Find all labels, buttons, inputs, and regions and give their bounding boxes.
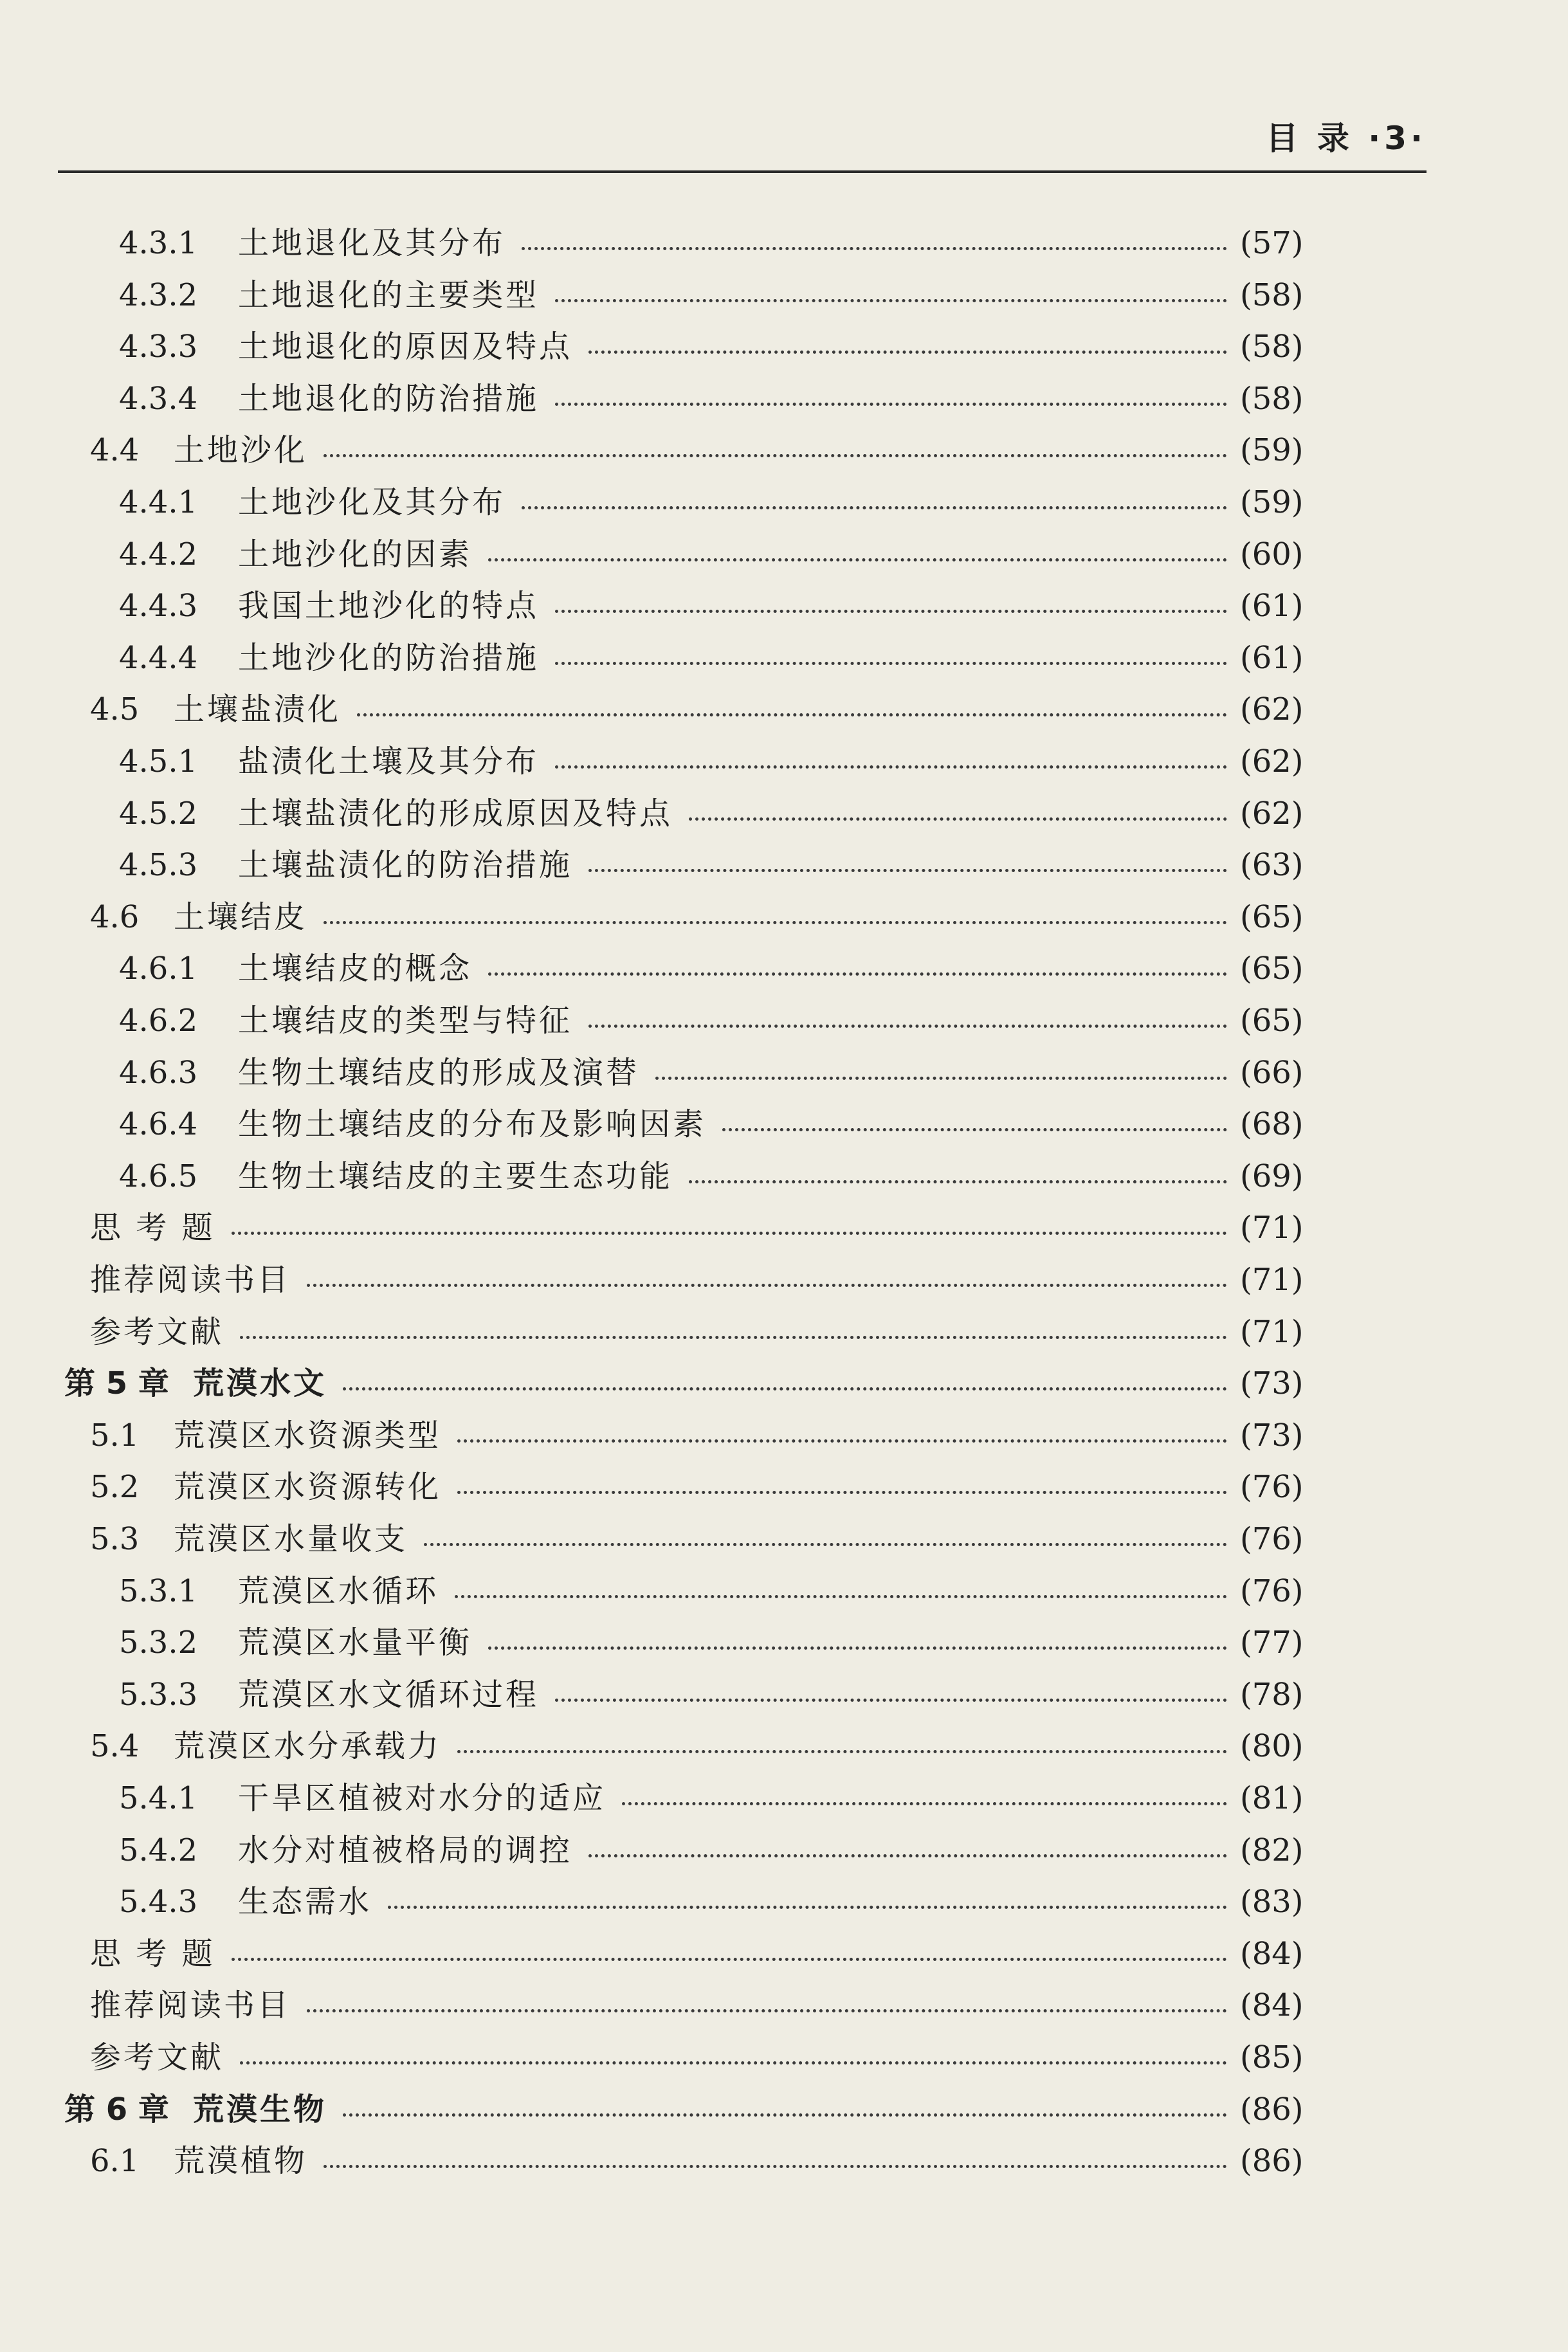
toc-entry-page: (86)	[1240, 2092, 1304, 2128]
toc-entry-page: (73)	[1240, 1365, 1304, 1401]
toc-entry-title: 土地退化及其分布	[238, 225, 506, 261]
toc-entry-page: (59)	[1240, 432, 1304, 468]
toc-entry-number: 4.3.3	[119, 329, 198, 365]
toc-entry	[0, 1720, 1568, 1772]
toc-entry	[0, 2135, 1568, 2187]
toc-entry-number: 4.3.4	[119, 381, 198, 417]
toc-entry	[0, 788, 1568, 839]
toc-entry-title: 我国土地沙化的特点	[238, 588, 540, 624]
toc-entry-title: 生态需水	[238, 1884, 372, 1920]
toc-entry-title: 生物土壤结皮的分布及影响因素	[238, 1106, 707, 1142]
toc-entry-title: 生物土壤结皮的形成及演替	[238, 1055, 640, 1091]
toc-entry-number: 5.4.2	[119, 1832, 198, 1868]
toc-entry-title: 思 考 题	[90, 1936, 215, 1972]
page-header	[58, 0, 1427, 173]
toc-entry-number: 5.3.1	[119, 1573, 198, 1609]
toc-entry-number: 第 5 章	[64, 1365, 169, 1401]
toc-entry-page: (71)	[1240, 1262, 1304, 1298]
toc-entry-number: 4.5.2	[119, 796, 198, 832]
toc-entry-number: 6.1	[90, 2143, 140, 2179]
toc-entry	[0, 2084, 1568, 2135]
toc-entry-number: 4.4.1	[119, 484, 198, 520]
toc-leader-dots	[240, 1306, 1227, 1339]
toc-leader-dots	[424, 1513, 1227, 1546]
toc-entry	[0, 736, 1568, 787]
toc-entry-number: 4.6.1	[119, 951, 198, 987]
toc-entry-title: 土壤盐渍化的防治措施	[238, 847, 573, 883]
toc-entry	[0, 1202, 1568, 1253]
toc-entry-page: (61)	[1240, 588, 1304, 624]
toc-entry	[0, 1825, 1568, 1876]
toc-leader-dots	[522, 217, 1227, 250]
toc-entry-title: 荒漠区水量收支	[174, 1521, 408, 1557]
toc-entry-page: (58)	[1240, 381, 1304, 417]
toc-leader-dots	[588, 321, 1227, 354]
toc-entry-title: 土壤盐渍化	[174, 691, 342, 727]
toc-entry-page: (59)	[1240, 484, 1304, 520]
toc-entry	[0, 1773, 1568, 1824]
toc-entry-title: 土壤盐渍化的形成原因及特点	[238, 796, 673, 832]
header-title: 目 录 ·3·	[1266, 120, 1427, 157]
toc-entry-number: 5.3	[90, 1521, 140, 1557]
toc-entry-page: (81)	[1240, 1780, 1304, 1816]
toc-entry-title: 土地沙化	[174, 432, 308, 468]
toc-entry-page: (65)	[1240, 899, 1304, 935]
toc-entry-page: (58)	[1240, 277, 1304, 313]
toc-leader-dots	[555, 736, 1227, 769]
toc-entry	[0, 1254, 1568, 1306]
toc-entry	[0, 1669, 1568, 1720]
toc-leader-dots	[689, 1151, 1227, 1183]
toc-entry-number: 4.6.3	[119, 1055, 198, 1091]
toc-entry-number: 4.6	[90, 899, 140, 935]
toc-leader-dots	[388, 1876, 1227, 1909]
toc-entry-title: 盐渍化土壤及其分布	[238, 743, 540, 779]
toc-leader-dots	[588, 839, 1227, 872]
toc-entry-page: (85)	[1240, 2039, 1304, 2075]
toc-entry-page: (82)	[1240, 1832, 1304, 1868]
toc-entry-title: 荒漠植物	[174, 2143, 308, 2179]
toc-entry	[0, 269, 1568, 321]
toc-entry-number: 4.5.1	[119, 743, 198, 779]
toc-leader-dots	[357, 684, 1227, 716]
toc-leader-dots	[457, 1720, 1227, 1753]
toc-entry-number: 5.4	[90, 1728, 140, 1764]
toc-entry-page: (63)	[1240, 847, 1304, 883]
toc-entry	[0, 1565, 1568, 1617]
toc-leader-dots	[232, 1928, 1227, 1961]
toc-leader-dots	[488, 943, 1227, 976]
toc-entry-title: 土地退化的主要类型	[238, 277, 540, 313]
toc-entry-title: 荒漠水文	[193, 1365, 327, 1401]
toc-entry	[0, 1047, 1568, 1099]
toc-leader-dots	[555, 269, 1227, 302]
toc-entry-title: 土地退化的原因及特点	[238, 329, 573, 365]
toc-leader-dots	[232, 1202, 1227, 1235]
toc-leader-dots	[555, 580, 1227, 613]
toc-entry-page: (62)	[1240, 743, 1304, 779]
toc-entry	[0, 839, 1568, 891]
toc-entry-page: (62)	[1240, 691, 1304, 727]
toc-entry-number: 4.6.4	[119, 1106, 198, 1142]
toc-entry-number: 5.3.2	[119, 1625, 198, 1661]
toc-entry	[0, 529, 1568, 580]
toc-entry-page: (61)	[1240, 640, 1304, 676]
toc-entry-page: (77)	[1240, 1625, 1304, 1661]
toc-entry	[0, 632, 1568, 684]
toc-leader-dots	[240, 2032, 1227, 2065]
toc-entry	[0, 477, 1568, 528]
toc-entry	[0, 424, 1568, 476]
toc-leader-dots	[555, 632, 1227, 665]
toc-leader-dots	[522, 477, 1227, 509]
toc-entry	[0, 1513, 1568, 1565]
toc-entry	[0, 1151, 1568, 1202]
toc-leader-dots	[324, 891, 1227, 924]
toc-entry-number: 4.3.1	[119, 225, 198, 261]
toc-leader-dots	[588, 1825, 1227, 1857]
toc-entry-title: 思 考 题	[90, 1210, 215, 1246]
toc-leader-dots	[588, 995, 1227, 1028]
toc-entry-number: 4.4.2	[119, 536, 198, 572]
toc-entry-page: (80)	[1240, 1728, 1304, 1764]
toc-leader-dots	[689, 788, 1227, 821]
toc-entry-page: (84)	[1240, 1987, 1304, 2023]
toc-entry	[0, 943, 1568, 994]
toc-leader-dots	[324, 2135, 1227, 2168]
toc-entry-number: 5.3.3	[119, 1677, 198, 1713]
toc-entry	[0, 1980, 1568, 2031]
toc-entry-page: (68)	[1240, 1106, 1304, 1142]
toc-entry-number: 5.2	[90, 1469, 140, 1505]
toc-entry-title: 荒漠区水文循环过程	[238, 1677, 540, 1713]
toc-entry-number: 第 6 章	[64, 2092, 169, 2128]
toc-entry-number: 5.4.3	[119, 1884, 198, 1920]
toc-entry-title: 土地退化的防治措施	[238, 381, 540, 417]
toc-entry-title: 荒漠区水分承载力	[174, 1728, 442, 1764]
toc-leader-dots	[457, 1461, 1227, 1494]
toc-entry-page: (69)	[1240, 1158, 1304, 1194]
toc-entry-page: (66)	[1240, 1055, 1304, 1091]
toc-entry-page: (73)	[1240, 1418, 1304, 1454]
toc-entry-title: 荒漠区水资源转化	[174, 1469, 442, 1505]
toc-entry	[0, 1928, 1568, 1980]
toc-entry-number: 5.4.1	[119, 1780, 198, 1816]
toc-entry	[0, 1410, 1568, 1461]
toc-entry-page: (83)	[1240, 1884, 1304, 1920]
toc-entry	[0, 580, 1568, 632]
toc-entry	[0, 1617, 1568, 1668]
toc-entry-number: 4.3.2	[119, 277, 198, 313]
toc-entry-title: 生物土壤结皮的主要生态功能	[238, 1158, 673, 1194]
toc-entry-page: (65)	[1240, 1003, 1304, 1039]
toc-entry-title: 土地沙化及其分布	[238, 484, 506, 520]
toc-entry-number: 4.6.5	[119, 1158, 198, 1194]
toc-leader-dots	[488, 529, 1227, 561]
toc-entry-number: 4.4.3	[119, 588, 198, 624]
toc-entry	[0, 2032, 1568, 2083]
toc-entry-title: 土壤结皮	[174, 899, 308, 935]
toc-entry	[0, 1461, 1568, 1513]
toc-entry-page: (65)	[1240, 951, 1304, 987]
toc-entry-page: (76)	[1240, 1521, 1304, 1557]
toc-entry-title: 荒漠区水量平衡	[238, 1625, 473, 1661]
toc-entry	[0, 1876, 1568, 1928]
toc-entry-number: 5.1	[90, 1418, 140, 1454]
toc-entry	[0, 1306, 1568, 1358]
toc-entry-page: (60)	[1240, 536, 1304, 572]
toc-entry-title: 荒漠区水循环	[238, 1573, 439, 1609]
toc-entry-page: (78)	[1240, 1677, 1304, 1713]
toc-entry-page: (71)	[1240, 1314, 1304, 1350]
toc-entry-title: 荒漠区水资源类型	[174, 1418, 442, 1454]
toc-entry-title: 水分对植被格局的调控	[238, 1832, 573, 1868]
toc-leader-dots	[555, 373, 1227, 406]
toc-entry	[0, 321, 1568, 372]
toc-entry-title: 土地沙化的因素	[238, 536, 473, 572]
toc-entry-title: 土壤结皮的类型与特征	[238, 1003, 573, 1039]
toc-entry-title: 推荐阅读书目	[90, 1987, 291, 2023]
toc-entry-title: 土地沙化的防治措施	[238, 640, 540, 676]
toc-entry-number: 4.5	[90, 691, 140, 727]
toc-leader-dots	[488, 1617, 1227, 1650]
toc-leader-dots	[324, 424, 1227, 457]
toc-leader-dots	[457, 1410, 1227, 1443]
toc-entry-page: (76)	[1240, 1573, 1304, 1609]
toc-entry-page: (76)	[1240, 1469, 1304, 1505]
toc-entry-page: (84)	[1240, 1936, 1304, 1972]
toc-entry-number: 4.5.3	[119, 847, 198, 883]
toc-leader-dots	[555, 1669, 1227, 1702]
toc-entry	[0, 373, 1568, 424]
toc-leader-dots	[722, 1099, 1227, 1131]
toc-entry-number: 4.4	[90, 432, 140, 468]
toc-entry	[0, 891, 1568, 943]
toc-entry	[0, 1099, 1568, 1150]
toc-entry-title: 荒漠生物	[193, 2092, 327, 2128]
toc-leader-dots	[455, 1565, 1227, 1598]
toc-entry-title: 参考文献	[90, 2039, 224, 2075]
toc-entry	[0, 217, 1568, 269]
toc-leader-dots	[307, 1254, 1227, 1287]
toc-entry-number: 4.6.2	[119, 1003, 198, 1039]
toc-leader-dots	[343, 1358, 1227, 1390]
toc-entry-page: (57)	[1240, 225, 1304, 261]
toc-entry-title: 土壤结皮的概念	[238, 951, 473, 987]
toc-entry-page: (86)	[1240, 2143, 1304, 2179]
toc-leader-dots	[622, 1773, 1227, 1805]
toc-entry-title: 推荐阅读书目	[90, 1262, 291, 1298]
toc-entry-title: 参考文献	[90, 1314, 224, 1350]
toc-entry	[0, 684, 1568, 735]
toc-entry-page: (62)	[1240, 796, 1304, 832]
toc-leader-dots	[343, 2084, 1227, 2117]
toc-leader-dots	[307, 1980, 1227, 2012]
toc-entry	[0, 1358, 1568, 1409]
toc-entry-title: 干旱区植被对水分的适应	[238, 1780, 606, 1816]
toc-entry-page: (58)	[1240, 329, 1304, 365]
toc-entry-number: 4.4.4	[119, 640, 198, 676]
toc-entry	[0, 995, 1568, 1046]
toc-entry-page: (71)	[1240, 1210, 1304, 1246]
toc-leader-dots	[655, 1047, 1227, 1080]
